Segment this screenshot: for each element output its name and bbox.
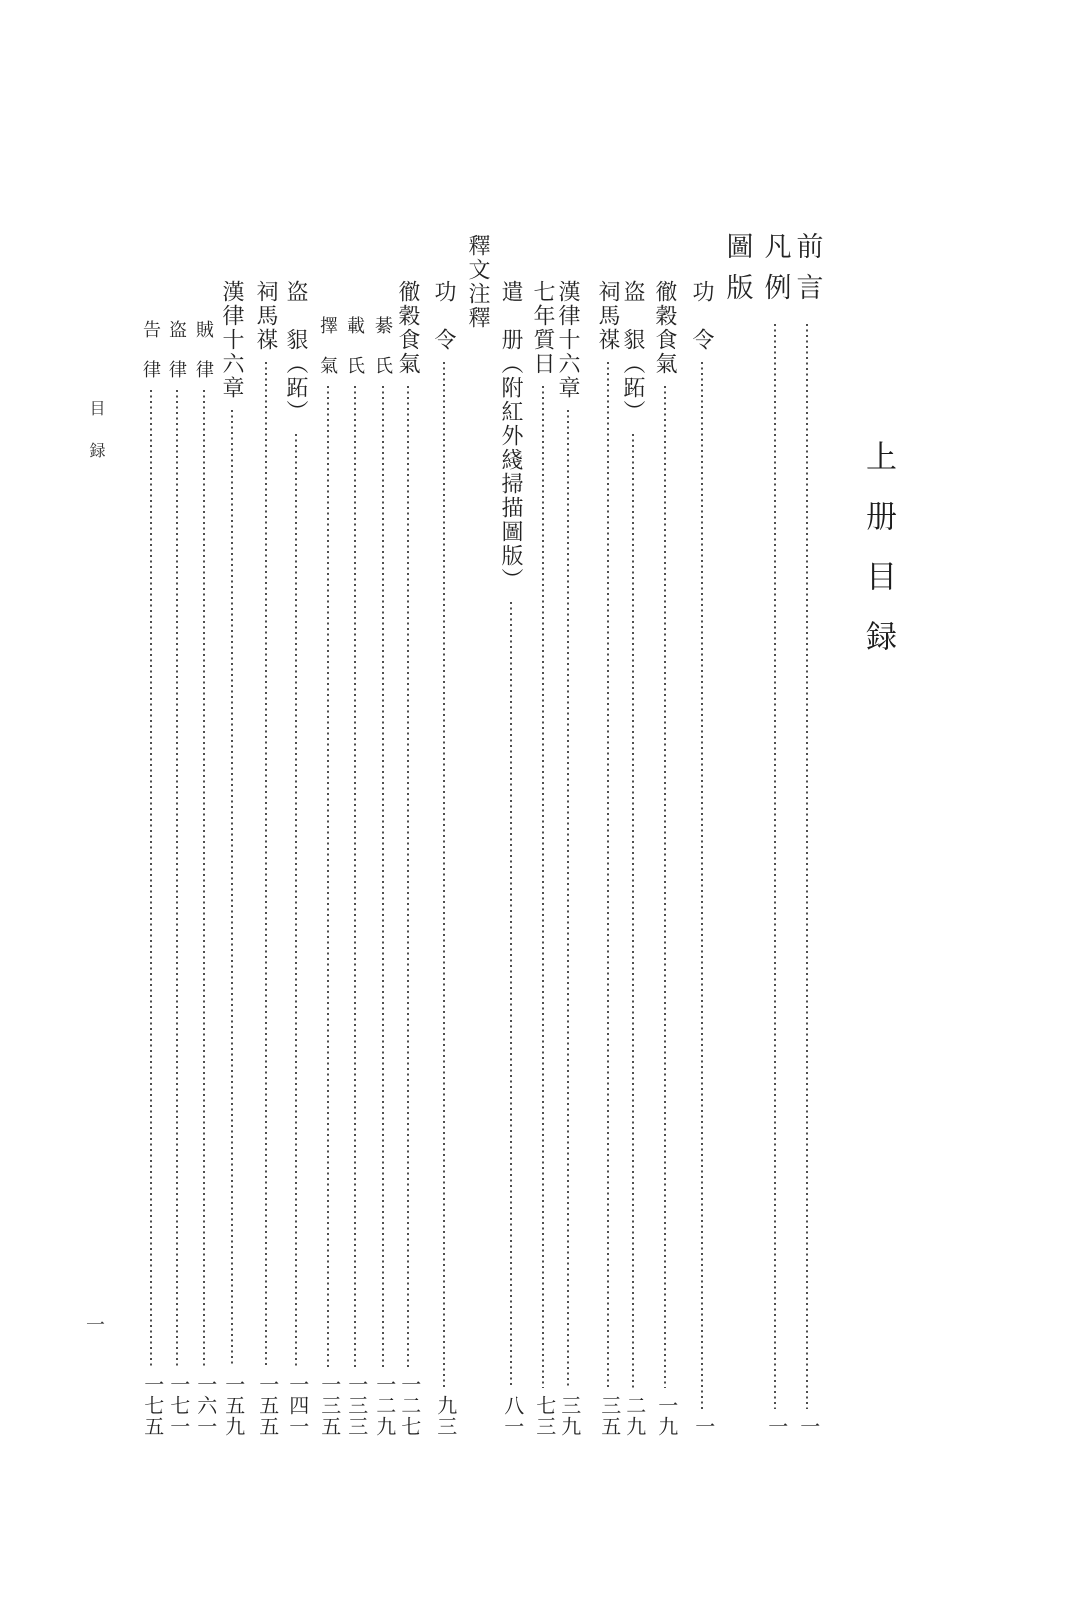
dotted-leader [806,324,808,1409]
page-number: 八一 [500,1395,523,1437]
toc-entry-gongling-2 [429,280,459,1437]
page-number: 一三五 [317,1374,340,1437]
dotted-leader [354,386,356,1367]
page-number: 一七一 [166,1374,189,1437]
dotted-leader [176,390,178,1367]
entry-title: 前言 [792,232,823,314]
page-number: 一 [796,1416,819,1437]
toc-header-qianyan [792,232,822,1437]
toc-header-shiwen-zhushi [463,234,493,330]
entry-title: 徹穀食氣 [396,280,421,376]
entry-title: 祠馬禖 [596,280,621,352]
dotted-leader [567,410,569,1388]
toc-subentry-zaishi [340,316,370,1437]
section-title: 釋文注釋 [466,234,491,330]
entry-title: 遣 册（附紅外綫掃描圖版） [499,280,524,592]
page-number: 一二七 [397,1374,420,1437]
dotted-leader [150,390,152,1367]
toc-header-tuban [722,232,752,314]
volume-title: 上册目録 [861,440,896,680]
page-number: 三五 [597,1395,620,1437]
dotted-leader [607,362,609,1388]
dotted-leader [265,362,267,1367]
toc-entry-gongling [687,280,717,1437]
entry-title: 盗 貇（跖） [621,280,646,424]
entry-title: 盗 貇（跖） [284,280,309,424]
entry-title: 綦 氏 [373,316,393,376]
page-number: 一九 [654,1395,677,1437]
toc-subentry-daolu [162,320,192,1437]
entry-title: 七年質日 [531,280,556,376]
toc-subentry-qishi [368,316,398,1437]
page-number: 一 [764,1416,787,1437]
entry-title: 盗 律 [167,320,187,380]
dotted-leader [542,386,544,1388]
page-number: 一四一 [285,1374,308,1437]
toc-entry-chegushiqi [650,280,680,1437]
entry-title: 徹穀食氣 [653,280,678,376]
toc-entry-cimamei-2 [251,280,281,1437]
toc-subentry-zeilu [189,320,219,1437]
entry-title: 漢律十六章 [556,280,581,400]
page-number: 一二九 [372,1374,395,1437]
dotted-leader [382,386,384,1367]
dotted-leader [632,434,634,1388]
entry-title: 凡例 [760,232,791,314]
entry-title: 功 令 [432,280,457,352]
dotted-leader [407,386,409,1367]
dotted-leader [203,390,205,1367]
dotted-leader [327,386,329,1367]
page-number: 九三 [433,1395,456,1437]
toc-subentry-gaolu [136,320,166,1437]
toc-entry-cimamei [593,280,623,1437]
toc-entry-hanlu-16-2 [217,280,247,1437]
entry-title: 功 令 [690,280,715,352]
page-number: 一六一 [193,1374,216,1437]
page-number: 一七五 [140,1374,163,1437]
page-number: 二九 [622,1395,645,1437]
entry-title: 賊 律 [194,320,214,380]
toc-subentry-zeqi [313,316,343,1437]
page-number: 一三三 [344,1374,367,1437]
section-title: 圖版 [722,232,753,314]
page-number: 三九 [557,1395,580,1437]
dotted-leader [774,324,776,1409]
entry-title: 擇 氣 [318,316,338,376]
toc-header-fanli [760,232,790,1437]
entry-title: 漢律十六章 [220,280,245,400]
dotted-leader [701,362,703,1409]
dotted-leader [664,386,666,1388]
entry-title: 載 氏 [345,316,365,376]
page-number: 一五五 [255,1374,278,1437]
toc-entry-qinian-zhiri [528,280,558,1437]
dotted-leader [295,434,297,1367]
running-header: 目録 [87,400,104,484]
page-number: 一五九 [221,1374,244,1437]
page-number: 一 [691,1416,714,1437]
entry-title: 告 律 [141,320,161,380]
toc-entry-daozhi-2 [281,280,311,1437]
dotted-leader [231,410,233,1367]
dotted-leader [510,602,512,1388]
toc-entry-qiance [496,280,526,1437]
folio-page-number: 一 [86,1315,106,1336]
page-number: 七三 [532,1395,555,1437]
dotted-leader [443,362,445,1388]
entry-title: 祠馬禖 [254,280,279,352]
